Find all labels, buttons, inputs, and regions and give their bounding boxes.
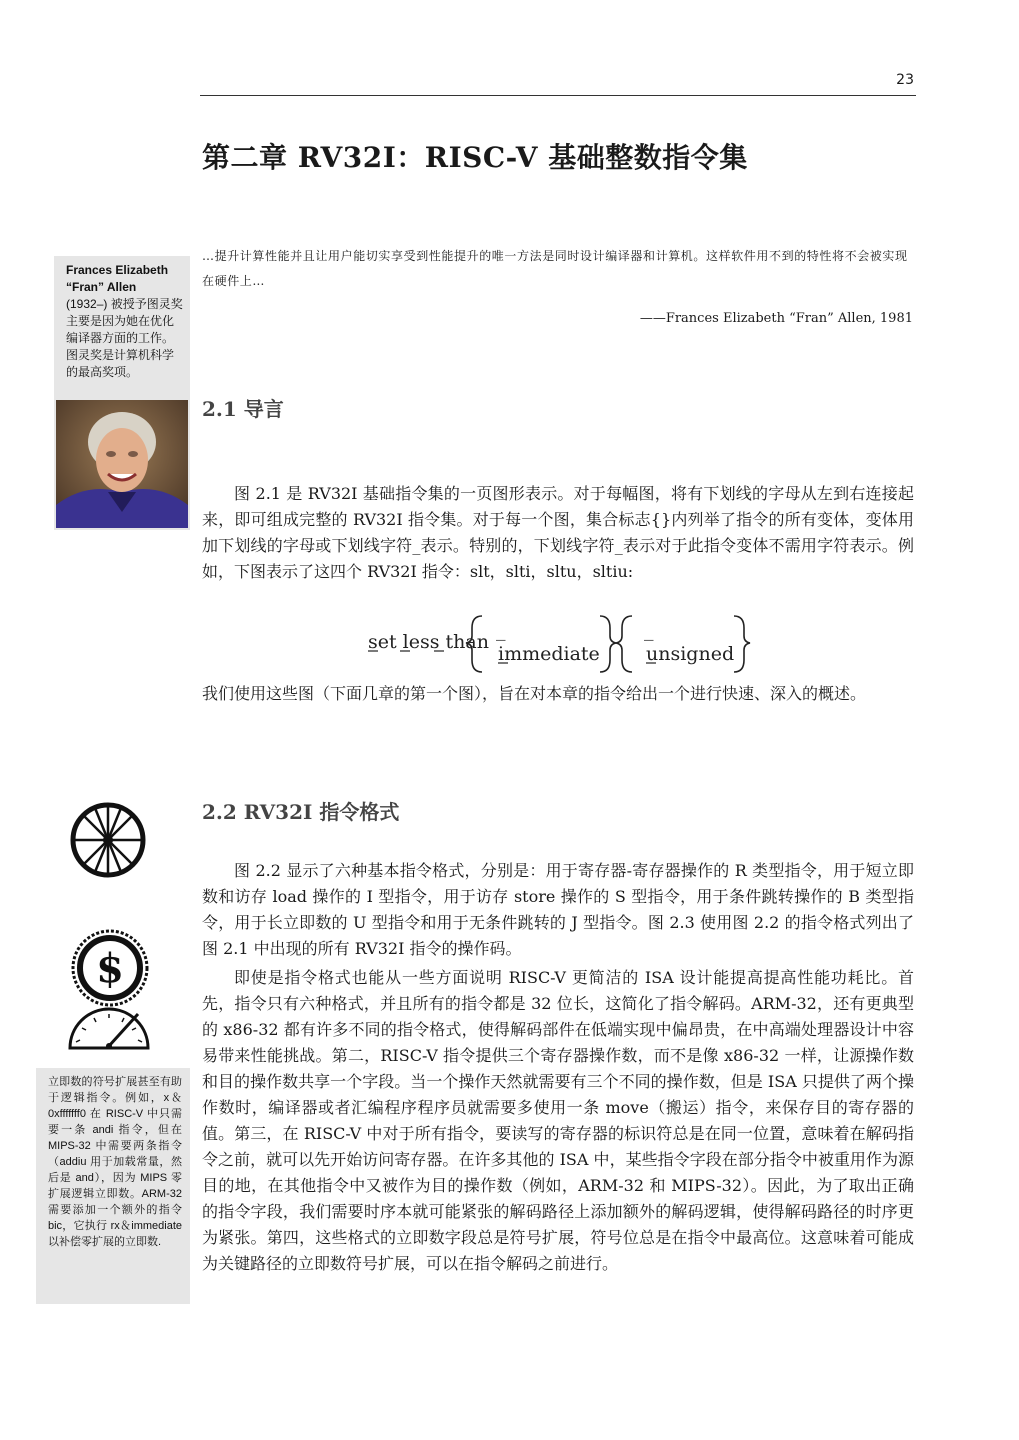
header-rule <box>200 95 916 96</box>
note-text: 立即数的符号扩展甚至有助于逻辑指令。例如，x＆0xfffffff0 在 RISC-V 中只需要一条 andi 指令，但在 MIPS-32 中需要两条指令（addiu 用于加载常量，然后是 and），因为 MIPS 零扩展逻辑立即数。ARM-32 需要添加一个额外的指令 bic，它执行 rx＆immediate 以补偿零扩展的立即数. <box>48 1076 182 1248</box>
section-heading-intro: 2.1 导言 <box>202 397 284 421</box>
epigraph-quote: …提升计算性能并且让用户能切实享受到性能提升的唯一方法是同时设计编译器和计算机。这样软件用不到的特性将不会被实现在硬件上… <box>202 249 908 288</box>
paragraph: 图 2.2 显示了六种基本指令格式，分别是：用于寄存器-寄存器操作的 R 类型指令，用于短立即数和访存 load 操作的 I 型指令，用于访存 store 操作的 S 型指令，用于条件跳转操作的 B 类型指令，用于长立即数的 U 型指令和用于无条件跳转的 J 型指令。图 2.3 使用图 2.2 的指令格式列出了图 2.1 中出现的所有 RV32I 指令的操作码。 <box>202 861 914 958</box>
paragraph: 我们使用这些图（下面几章的第一个图），旨在对本章的指令给出一个进行快速、深入的概述。 <box>202 684 867 703</box>
formula-blank-2: _ <box>644 619 654 641</box>
right-brace-1 <box>600 616 616 672</box>
paragraph: 图 2.1 是 RV32I 基础指令集的一页图形表示。对于每幅图，将有下划线的字母从左到右连接起来，即可组成完整的 RV32I 指令集。对于每一个图，集合标志{}内列举了指令的所有变体，变体用加下划线的字母或下划线字符_表示。特别的，下划线字符_表示对于此指令变体不需用字符表示。例如，下图表示了这四个 RV32I 指令：slt，slti，sltu，sltiu: <box>202 484 914 581</box>
paragraph: 即使是指令格式也能从一些方面说明 RISC-V 更简洁的 ISA 设计能提高提高性能功耗比。首先，指令只有六种格式，并且所有的指令都是 32 位长，这简化了指令解码。ARM-32，还有更典型的 x86-32 都有许多不同的指令格式，使得解码部件在低端实现中偏昂贵，在中高端处理器设计中容易带来性能挑战。第二，RISC-V 指令提供三个寄存器操作数，而不是像 x86-32 一样，让源操作数和目的操作数共享一个字段。当一个操作天然就需要有三个不同的操作数，但是 ISA 只提供了两个操作数时，编译器或者汇编程序程序员就需要多使用一条 move（搬运）指令，来保存目的寄存器的值。第三，在 RISC-V 中对于所有指令，要读写的寄存器的标识符总是在同一位置，意味着在解码指令之前，就可以先开始访问寄存器。在许多其他的 ISA 中，某些指令字段在部分指令中被重用作为源目的地，在其他指令中又被作为目的操作数（例如，ARM-32 和 MIPS-32）。因此，为了取出正确的指令字段，我们需要时序本就可能紧张的解码路径上添加额外的解码逻辑，使得解码路径的时序更为紧张。第四，这些格式的立即数字段总是符号扩展，符号位总是在指令中最高位。这意味着可能成为关键路径的立即数符号扩展，可以在指令解码之前进行。 <box>202 968 914 1273</box>
formula-main: set less than <box>368 631 489 653</box>
bio-text <box>66 262 184 381</box>
gauge-icon <box>66 1006 152 1052</box>
section-heading-formats: 2.2 RV32I 指令格式 <box>202 800 400 824</box>
svg-text:$: $ <box>96 945 124 992</box>
portrait-image <box>56 400 188 528</box>
chapter-title: 第二章 RV32I：RISC-V 基础整数指令集 <box>202 141 748 174</box>
formula-option-1: immediate <box>498 643 600 665</box>
left-brace-2 <box>616 616 632 672</box>
sidebar-note <box>36 1068 190 1304</box>
formula-blank-1: _ <box>496 619 506 641</box>
bio-name: Frances Elizabeth “Fran” Allen <box>66 263 169 294</box>
page-number: 23 <box>896 72 914 88</box>
dollar-icon <box>70 928 150 1008</box>
wheel-icon <box>68 800 148 880</box>
right-brace-2 <box>734 616 750 672</box>
bio-description: (1932–) 被授予图灵奖主要是因为她在优化编译器方面的工作。图灵奖是计算机科学的最高奖项。 <box>66 297 183 379</box>
epigraph-attribution: ——Frances Elizabeth “Fran” Allen, 1981 <box>639 311 913 326</box>
formula-option-2: unsigned <box>646 643 735 665</box>
instruction-formula <box>366 608 756 678</box>
sidebar-bio <box>54 256 190 530</box>
